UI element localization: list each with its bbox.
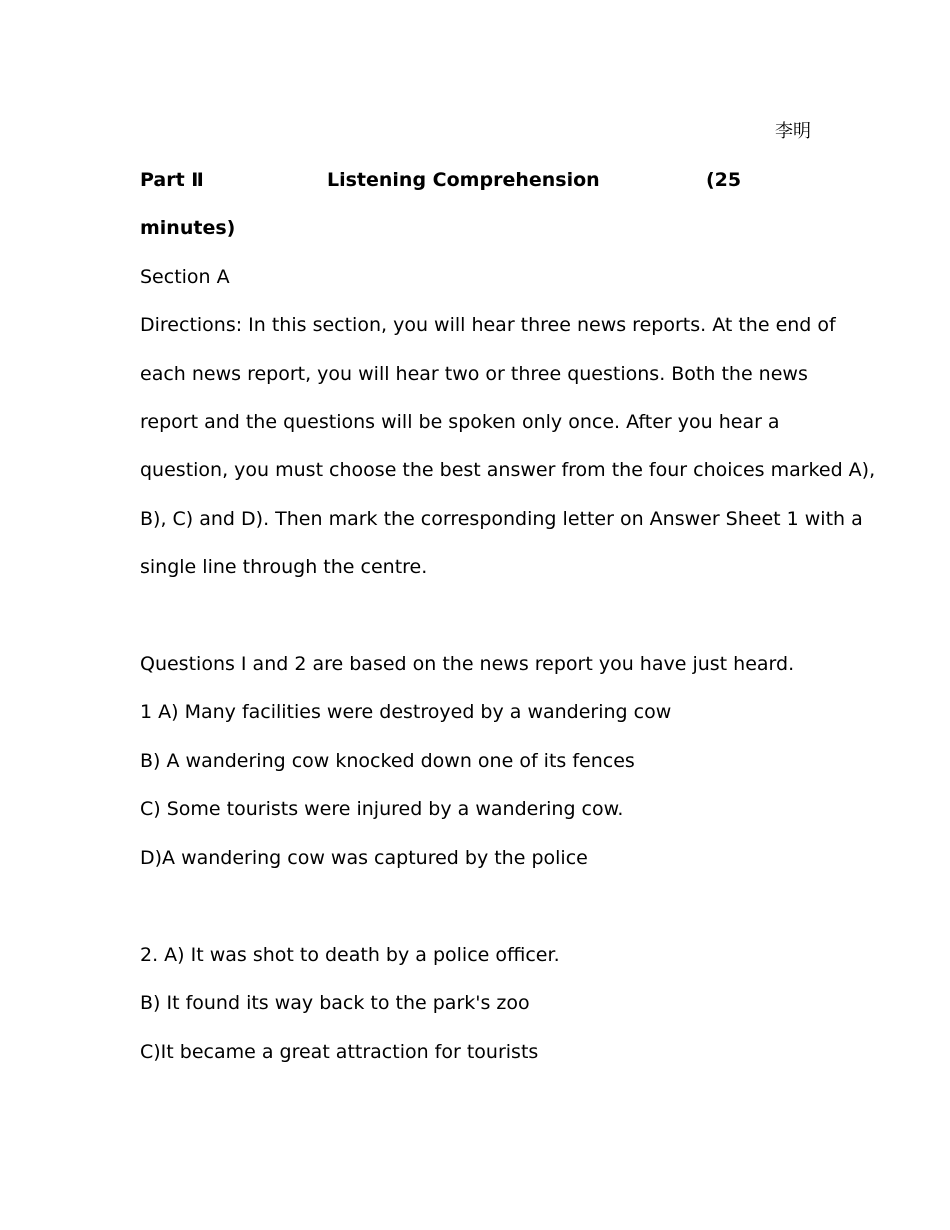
directions-line: B), C) and D). Then mark the corresponding letter on Answer Sheet 1 with a bbox=[140, 508, 863, 530]
question-1-option: B) A wandering cow knocked down one of its fences bbox=[140, 750, 635, 772]
question-1-option: D)A wandering cow was captured by the police bbox=[140, 847, 588, 869]
directions-line: report and the questions will be spoken only once. After you hear a bbox=[140, 411, 780, 433]
section-title: Listening Comprehension bbox=[327, 169, 600, 191]
time-limit-close: minutes) bbox=[140, 217, 236, 239]
directions-line: Directions: In this section, you will hear three news reports. At the end of bbox=[140, 314, 836, 336]
part-label: Part Ⅱ bbox=[140, 169, 204, 191]
questions-intro: Questions I and 2 are based on the news report you have just heard. bbox=[140, 653, 795, 675]
question-2-option: C)It became a great attraction for tourists bbox=[140, 1041, 539, 1063]
directions-line: question, you must choose the best answer from the four choices marked A), bbox=[140, 459, 876, 481]
section-label: Section A bbox=[140, 266, 230, 288]
question-2-option: B) It found its way back to the park's zoo bbox=[140, 992, 530, 1014]
question-1-option: C) Some tourists were injured by a wandering cow. bbox=[140, 798, 624, 820]
question-2-option: 2. A) It was shot to death by a police officer. bbox=[140, 944, 560, 966]
question-1-option: 1 A) Many facilities were destroyed by a wandering cow bbox=[140, 701, 672, 723]
directions-line: each news report, you will hear two or three questions. Both the news bbox=[140, 363, 808, 385]
time-limit-open: (25 bbox=[706, 169, 742, 191]
directions-line: single line through the centre. bbox=[140, 556, 428, 578]
author-name: 李明 bbox=[775, 121, 811, 142]
